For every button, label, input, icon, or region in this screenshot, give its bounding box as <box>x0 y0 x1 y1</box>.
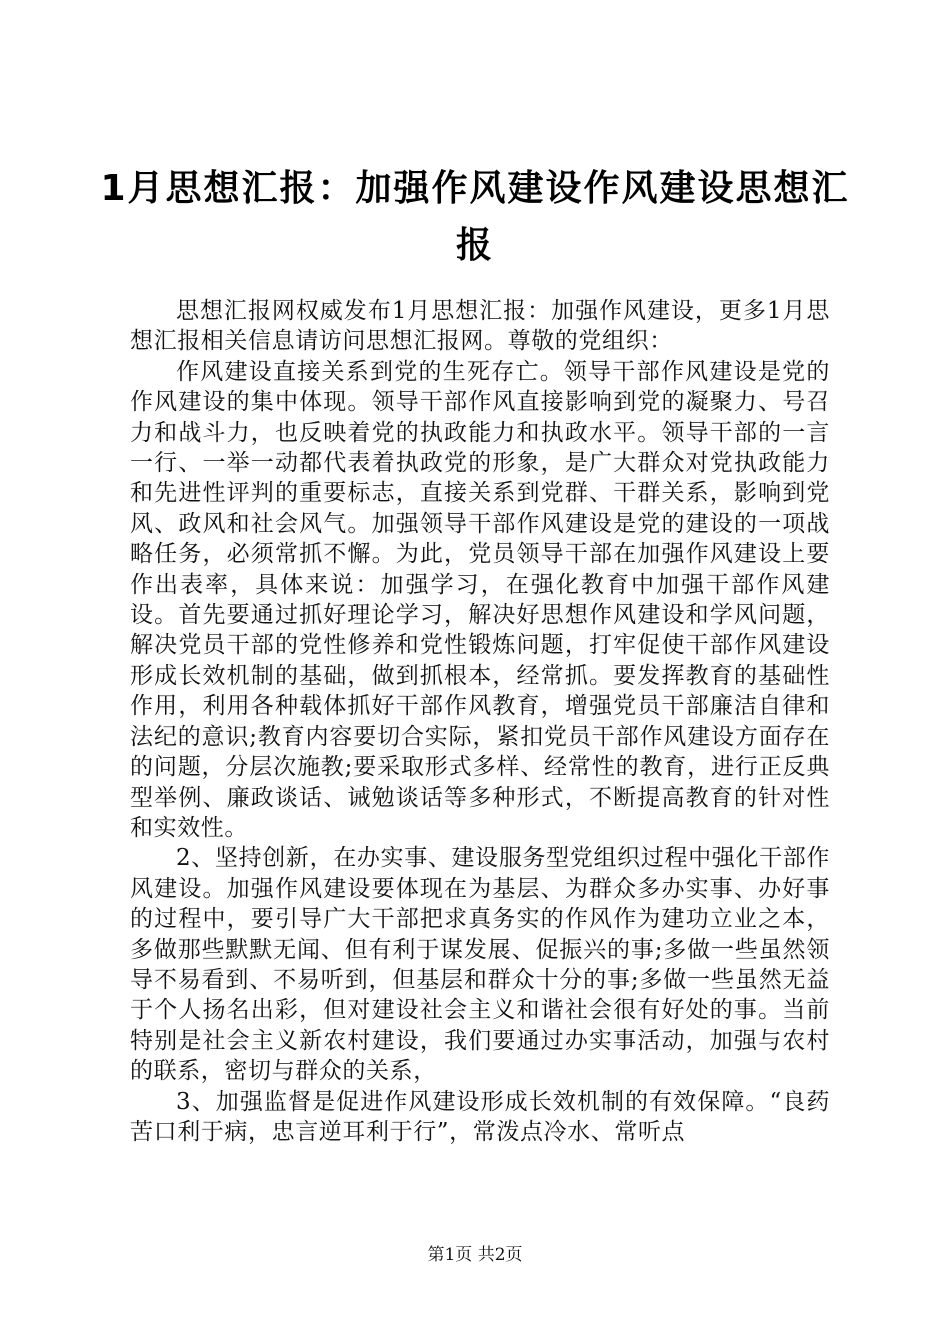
paragraph-3: 3、加强监督是促进作风建设形成长效机制的有效保障。“良药苦口利于病，忠言逆耳利于行”，常泼点冷水、常听点 <box>130 1088 830 1145</box>
document-body <box>130 296 830 1147</box>
document-title: 1月思想汇报：加强作风建设作风建设思想汇报 <box>100 168 850 266</box>
paragraph-1: 作风建设直接关系到党的生死存亡。领导干部作风建设是党的作风建设的集中体现。领导干部作风直接影响到党的凝聚力、号召力和战斗力，也反映着党的执政能力和执政水平。领导干部的一言一行、一举一动都代表着执政党的形象，是广大群众对党执政能力和先进性评判的重要标志，直接关系到党群、干群关系，影响到党风、政风和社会风气。加强领导干部作风建设是党的建设的一项战略任务，必须常抓不懈。为此，党员领导干部在加强作风建设上要作出表率，具体来说：加强学习，在强化教育中加强干部作风建设。首先要通过抓好理论学习，解决好思想作风建设和学风问题，解决党员干部的党性修养和党性锻炼问题，打牢促使干部作风建设形成长效机制的基础，做到抓根本，经常抓。要发挥教育的基础性作用，利用各种载体抓好干部作风教育，增强党员干部廉洁自律和法纪的意识;教育内容要切合实际，紧扣党员干部作风建设方面存在的问题，分层次施教;要采取形式多样、经常性的教育，进行正反典型举例、廉政谈话、诫勉谈话等多种形式，不断提高教育的针对性和实效性。 <box>130 358 830 841</box>
page-number-footer: 第1页 共2页 <box>427 1245 523 1265</box>
paragraph-intro: 思想汇报网权威发布1月思想汇报：加强作风建设，更多1月思想汇报相关信息请访问思想汇报网。尊敬的党组织： <box>130 298 830 355</box>
paragraph-2: 2、坚持创新，在办实事、建设服务型党组织过程中强化干部作风建设。加强作风建设要体现在为基层、为群众多办实事、办好事的过程中，要引导广大干部把求真务实的作风作为建功立业之本，多做那些默默无闻、但有利于谋发展、促振兴的事;多做一些虽然领导不易看到、不易听到，但基层和群众十分的事;多做一些虽然无益于个人扬名出彩，但对建设社会主义和谐社会很有好处的事。当前特别是社会主义新农村建设，我们要通过办实事活动，加强与农村的联系，密切与群众的关系， <box>130 845 830 1085</box>
